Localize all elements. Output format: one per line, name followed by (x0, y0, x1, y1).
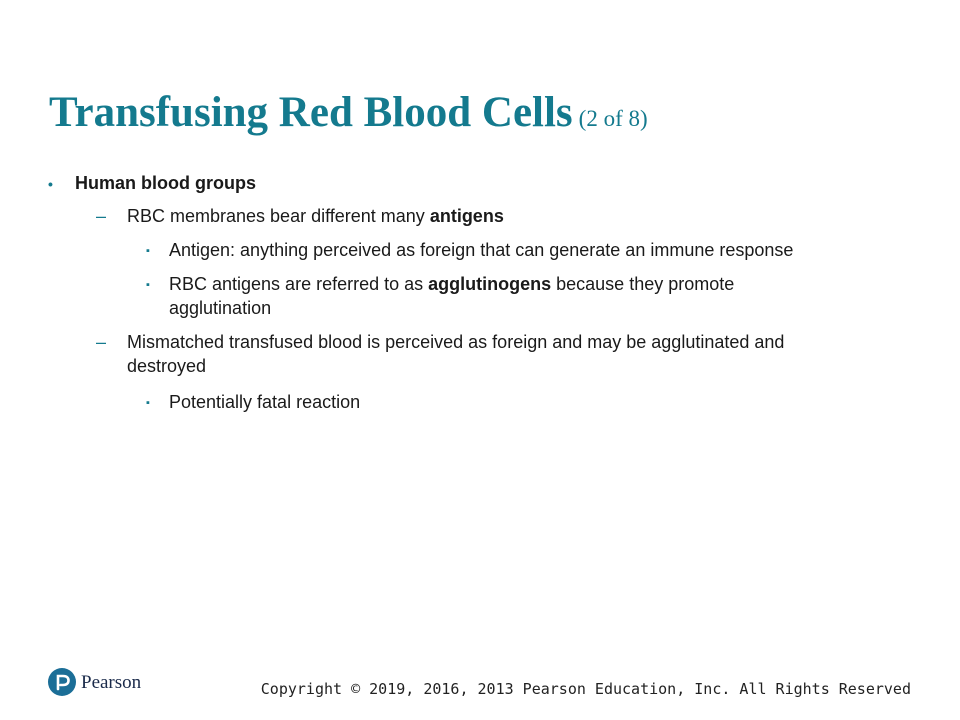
slide-title (49, 86, 648, 146)
square-marker: ▪ (146, 279, 150, 291)
sub-sub-bullet-text-cont: because they promote (551, 274, 735, 294)
sub-bullet-text: Mismatched transfused blood is perceived as foreign and may be agglutinated and (127, 332, 785, 352)
sub-bullet-mismatched-blood (96, 330, 785, 378)
sub-sub-bullet-fatal-reaction (146, 390, 361, 414)
square-marker: ▪ (146, 397, 150, 409)
slide-title-text: Transfusing Red Blood Cells (49, 89, 573, 136)
square-marker: ▪ (146, 245, 150, 257)
pearson-logo (48, 668, 168, 706)
sub-sub-bullet-text: Antigen: anything perceived as foreign that can generate an immune response (169, 240, 794, 260)
dash-marker: – (96, 332, 107, 352)
copyright-notice: Copyright © 2019, 2016, 2013 Pearson Education, Inc. All Rights Reserved (260, 680, 911, 698)
sub-bullet-bold-term: antigens (429, 206, 504, 226)
sub-sub-bullet-text: RBC antigens are referred to as (169, 274, 429, 294)
sub-sub-bullet-agglutinogens (146, 272, 735, 320)
dash-marker: – (96, 206, 107, 226)
pearson-logo-icon (48, 668, 76, 696)
bullet-marker: • (48, 176, 53, 192)
sub-sub-bullet-text-line2: agglutination (169, 298, 272, 318)
sub-bullet-text-line2: destroyed (127, 356, 207, 376)
slide-title-suffix: (2 of 8) (578, 106, 648, 131)
sub-sub-bullet-bold-term: agglutinogens (428, 274, 552, 294)
pearson-logo-text: Pearson (81, 672, 142, 693)
sub-sub-bullet-text: Potentially fatal reaction (169, 392, 361, 412)
bullet-human-blood-groups (48, 171, 256, 195)
sub-bullet-text: RBC membranes bear different many (127, 206, 430, 226)
sub-bullet-rbc-membranes (96, 204, 504, 228)
bullet-text: Human blood groups (75, 173, 256, 193)
sub-sub-bullet-antigen-definition (146, 238, 794, 262)
